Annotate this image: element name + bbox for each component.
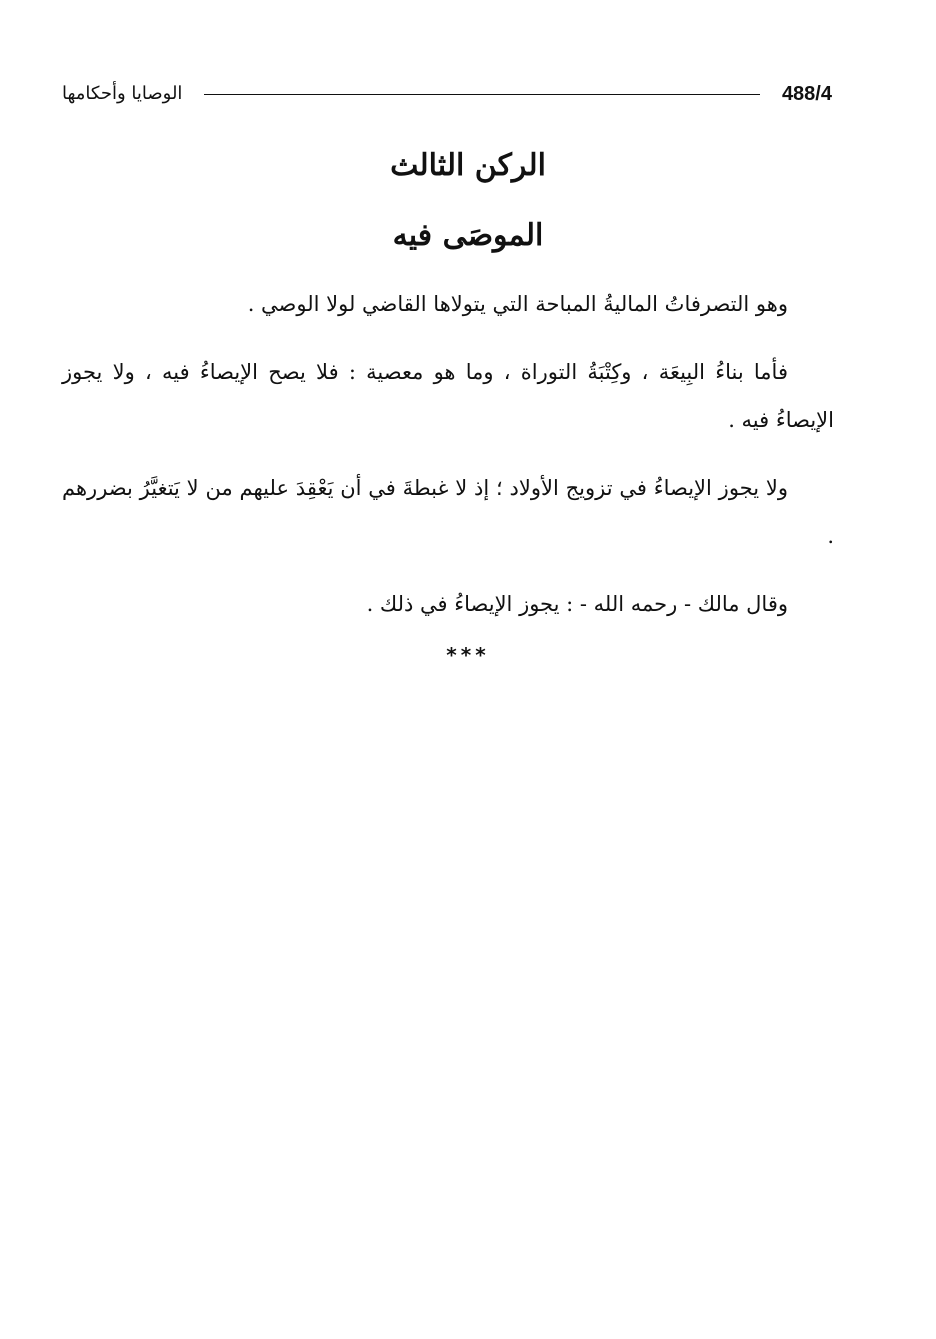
book-title: الوصايا وأحكامها	[62, 83, 183, 104]
section-separator: ***	[446, 643, 490, 667]
header-rule	[204, 94, 760, 95]
paragraph-1: وهو التصرفاتُ الماليةُ المباحة التي يتولاها القاضي لولا الوصي .	[247, 292, 788, 316]
body-text	[62, 280, 834, 648]
paragraph-3: ولا يجوز الإيصاءُ في تزويج الأولاد ؛ إذ لا غبطةَ في أن يَعْقِدَ عليهم من لا يَتغيَّرُ بضررهم .	[62, 476, 834, 548]
running-header	[62, 80, 838, 110]
paragraph-2: فأما بناءُ البِيعَة ، وكِتْبَةُ التوراة ، وما هو معصية : فلا يصح الإيصاءُ فيه ، ولا يجوز الإيصاءُ فيه .	[62, 360, 834, 432]
section-subtitle: الموصَى فيه	[392, 218, 544, 253]
page-number: 488/4	[781, 83, 832, 105]
paragraph-4: وقال مالك - رحمه الله - : يجوز الإيصاءُ في ذلك .	[366, 592, 788, 616]
section-title: الركن الثالث	[390, 148, 546, 183]
